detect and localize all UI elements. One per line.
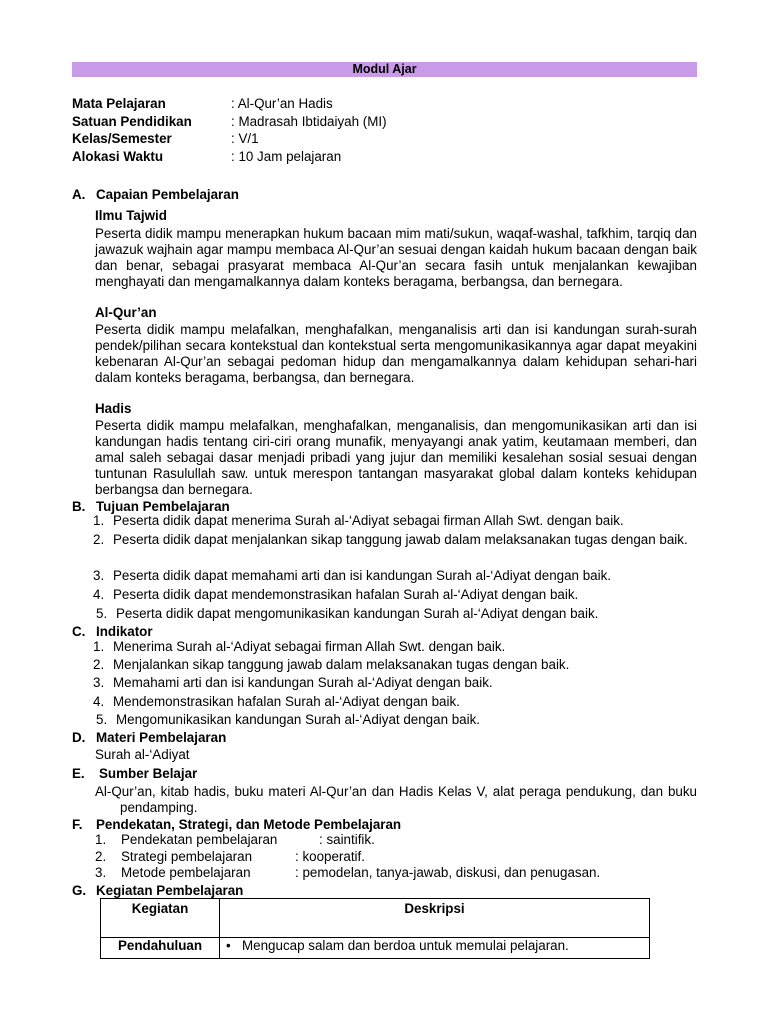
section-title: Kegiatan Pembelajaran — [96, 883, 244, 898]
list-number: 1. — [93, 639, 105, 654]
list-text: Peserta didik dapat memahami arti dan isi kandungan Surah al-‘Adiyat dengan baik. — [113, 568, 611, 583]
paragraph-tajwid: Peserta didik mampu menerapkan hukum bacaan mim mati/sukun, waqaf-washal, tafkhim, tarqiq dan jawazuk wajhain agar mampu membaca Al-Qur’an sesuai dengan kaidah hukum bacaan dengan baik dan benar, sebagai prasyarat membaca Al-Qur’an secara fasih untuk menjalankan kewajiban menghayati dan mengamalkannya dalam konteks beragama, berbangsa, dan bernegara. — [95, 226, 697, 289]
list-item — [93, 568, 697, 584]
meta-value: : 10 Jam pelajaran — [231, 149, 342, 164]
subsection-title-quran: Al-Qur’an — [95, 305, 157, 320]
list-number: 3. — [93, 568, 105, 583]
section-letter: F. — [72, 817, 83, 832]
meta-label: Satuan Pendidikan — [72, 114, 192, 129]
section-letter: A. — [72, 187, 86, 202]
list-item — [96, 606, 700, 622]
kegiatan-table — [100, 898, 650, 959]
sumber-text — [95, 784, 697, 816]
list-text: Peserta didik dapat menerima Surah al-‘Adiyat sebagai firman Allah Swt. dengan baik. — [113, 513, 624, 528]
section-c-heading — [72, 624, 153, 640]
bullet-icon: • — [226, 938, 231, 953]
list-text: Menjalankan sikap tanggung jawab dalam melaksanakan tugas dengan baik. — [113, 657, 570, 672]
section-letter: B. — [72, 499, 86, 514]
subsection-title-tajwid: Ilmu Tajwid — [95, 208, 167, 223]
list-value: : pemodelan, tanya-jawab, diskusi, dan penugasan. — [295, 865, 601, 880]
list-item — [96, 712, 700, 728]
list-text: Menerima Surah al-‘Adiyat sebagai firman Allah Swt. dengan baik. — [113, 639, 506, 654]
meta-label: Kelas/Semester — [72, 131, 172, 146]
subsection-title-hadis: Hadis — [95, 401, 132, 416]
list-number: 3. — [95, 865, 107, 880]
list-value: : saintifik. — [319, 832, 375, 847]
section-a-heading — [72, 187, 239, 203]
list-value: : kooperatif. — [295, 849, 365, 864]
list-number: 2. — [95, 849, 107, 864]
paragraph-quran: Peserta didik mampu melafalkan, menghafalkan, menganalisis arti dan isi kandungan surah-surah pendek/pilihan secara kontekstual dan kontekstual serta mengomunikasikannya agar dapat meyakini kebenaran Al-Qur’an sebagai pedoman hidup dan mengamalkannya dalam kehidupan sehari-hari dalam konteks beragama, berbangsa, dan bernegara. — [95, 322, 697, 385]
table-row — [101, 938, 650, 959]
table-cell-kegiatan — [101, 938, 220, 959]
list-text: Peserta didik dapat menjalankan sikap tanggung jawab dalam melaksanakan tugas dengan baik. — [113, 532, 688, 547]
list-text: Mendemonstrasikan hafalan Surah al-‘Adiyat dengan baik. — [113, 694, 460, 709]
list-number: 2. — [93, 532, 105, 547]
list-number: 3. — [93, 675, 105, 690]
list-item — [93, 513, 697, 529]
list-number: 2. — [93, 657, 105, 672]
section-title: Tujuan Pembelajaran — [96, 499, 230, 514]
list-text: Peserta didik dapat mendemonstrasikan hafalan Surah al-‘Adiyat dengan baik. — [113, 587, 579, 602]
list-item — [93, 639, 697, 655]
list-text: Memahami arti dan isi kandungan Surah al-‘Adiyat dengan baik. — [113, 675, 493, 690]
table-cell-text: Mengucap salam dan berdoa untuk memulai pelajaran. — [242, 938, 569, 953]
paragraph-hadis: Peserta didik mampu melafalkan, menghafalkan, menganalisis, dan mengomunikasikan arti dan isi kandungan hadis tentang ciri-ciri orang munafik, menyayangi anak yatim, keutamaan memberi, dan amal saleh sebagai dasar menjadi pribadi yang jujur dan memiliki kesalehan sosial sesuai dengan tuntunan Rasulullah saw. untuk merespon tantangan masyarakat global dalam konteks kehidupan berbangsa dan bernegara. — [95, 418, 697, 497]
section-f-heading — [72, 817, 401, 833]
list-label: Strategi pembelajaran — [121, 849, 253, 864]
section-title: Indikator — [96, 624, 153, 639]
table-cell-text: Pendahuluan — [117, 938, 203, 953]
list-item — [93, 675, 697, 691]
list-label: Pendekatan pembelajaran — [121, 832, 278, 847]
list-item — [93, 694, 697, 710]
meta-label: Mata Pelajaran — [72, 96, 166, 111]
list-text: Peserta didik dapat mengomunikasikan kandungan Surah al-‘Adiyat dengan baik. — [116, 606, 599, 621]
section-d-heading — [72, 730, 226, 746]
meta-value: : V/1 — [231, 131, 259, 146]
list-text: Mengomunikasikan kandungan Surah al-‘Adiyat dengan baik. — [116, 712, 481, 727]
meta-value: : Madrasah Ibtidaiyah (MI) — [231, 114, 387, 129]
section-g-heading — [72, 883, 243, 899]
list-number: 1. — [93, 513, 105, 528]
materi-text: Surah al-‘Adiyat — [95, 747, 190, 762]
section-letter: G. — [72, 883, 87, 898]
section-letter: E. — [72, 766, 85, 781]
list-item — [93, 587, 697, 603]
document-title: Modul Ajar — [72, 62, 697, 77]
list-number: 5. — [96, 606, 108, 621]
section-title: Materi Pembelajaran — [96, 730, 227, 745]
section-letter: C. — [72, 624, 86, 639]
table-header-label: Deskripsi — [404, 901, 465, 916]
section-letter: D. — [72, 730, 86, 745]
table-header-row — [101, 899, 650, 938]
table-cell-deskripsi — [220, 938, 650, 959]
list-item — [93, 657, 697, 673]
sumber-text-content: Al-Qur’an, kitab hadis, buku materi Al-Qur’an dan Hadis Kelas V, alat peraga pendukung, dan buku pendamping. — [95, 784, 697, 815]
section-e-heading — [72, 766, 197, 782]
list-number: 4. — [93, 694, 105, 709]
list-item — [93, 532, 697, 548]
list-number: 5. — [96, 712, 108, 727]
table-header-kegiatan — [101, 899, 220, 938]
list-number: 1. — [95, 832, 107, 847]
list-number: 4. — [93, 587, 105, 602]
section-title: Sumber Belajar — [99, 766, 198, 781]
table-header-label: Kegiatan — [131, 901, 189, 916]
meta-value: : Al-Qur’an Hadis — [231, 96, 333, 111]
meta-label: Alokasi Waktu — [72, 149, 164, 164]
section-title: Capaian Pembelajaran — [96, 187, 239, 202]
table-header-deskripsi — [220, 899, 650, 938]
list-label: Metode pembelajaran — [121, 865, 251, 880]
section-title: Pendekatan, Strategi, dan Metode Pembelajaran — [96, 817, 402, 832]
